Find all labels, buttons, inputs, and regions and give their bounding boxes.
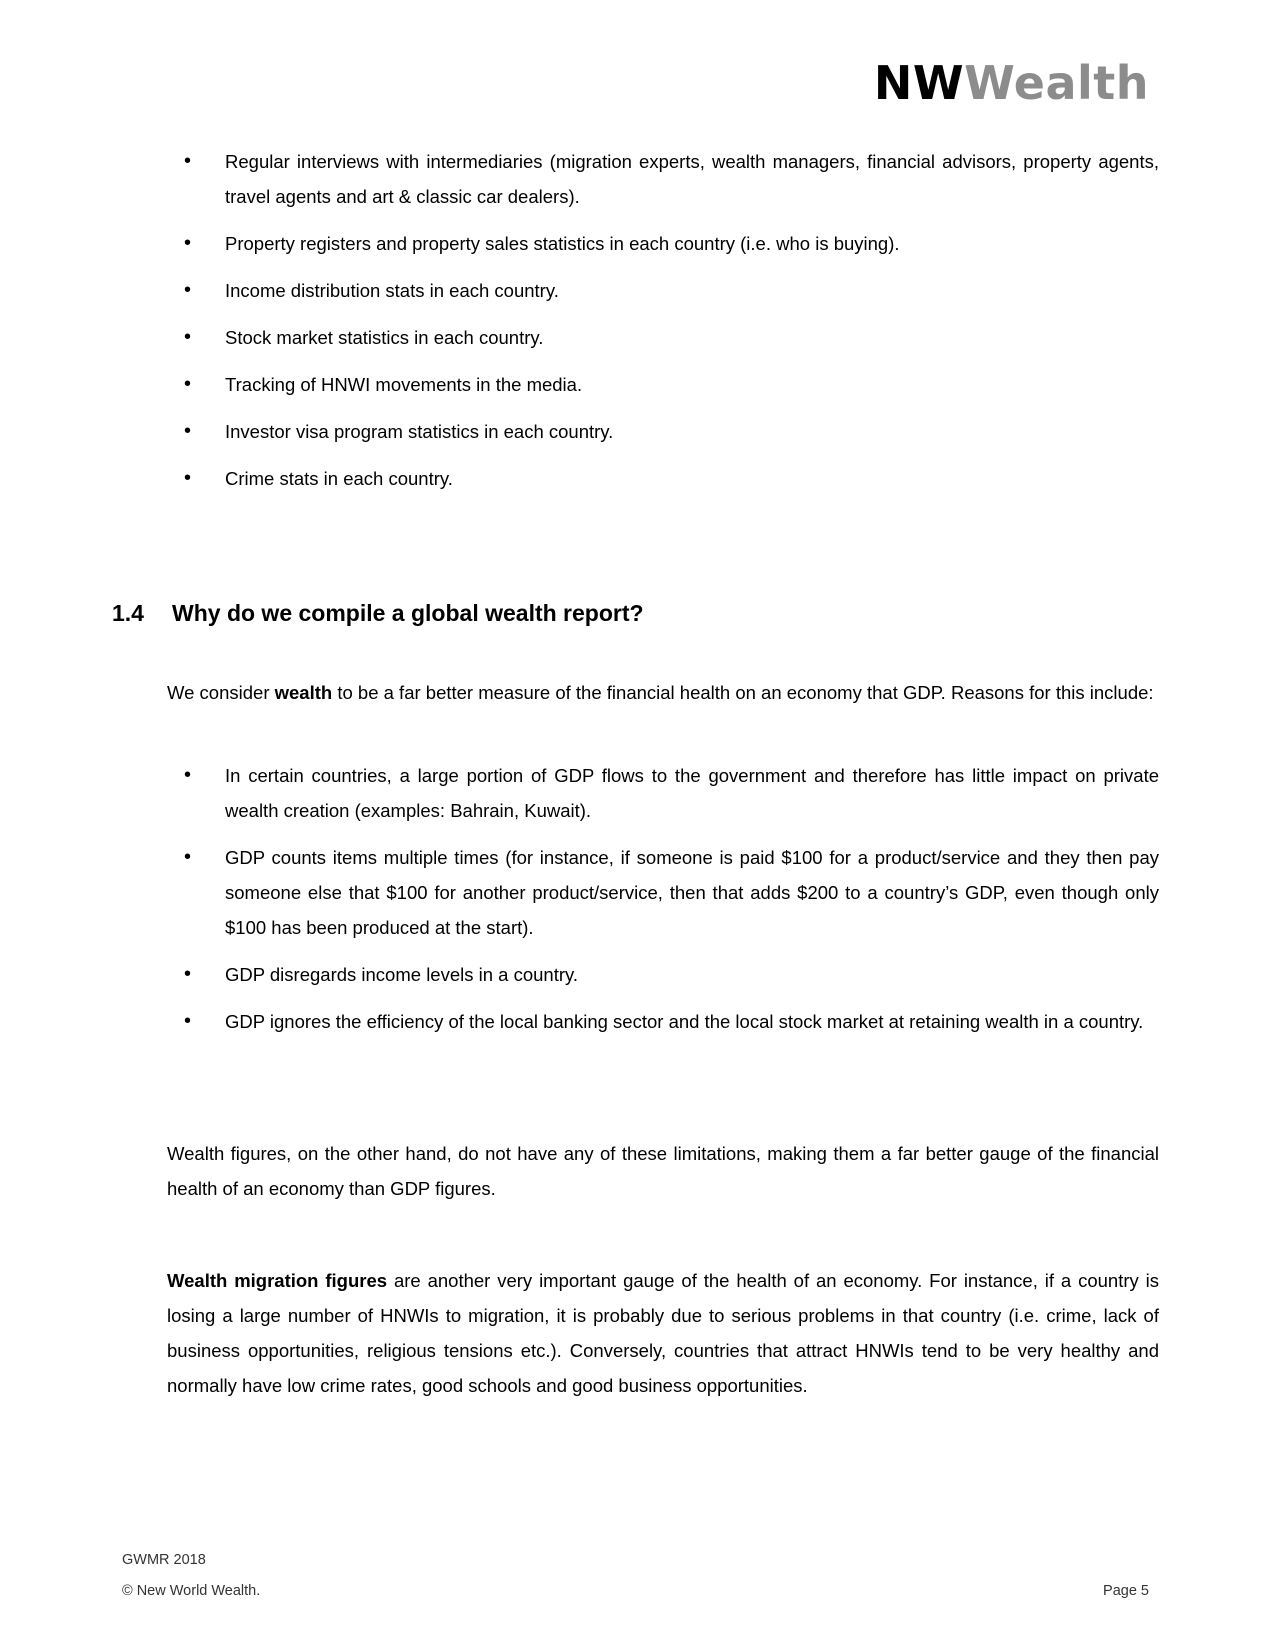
intro-text-start: We consider: [167, 682, 275, 703]
migration-paragraph: [167, 1263, 1159, 1403]
list-item: • Crime stats in each country.: [172, 461, 1159, 496]
list-item: • Property registers and property sales statistics in each country (i.e. who is buying).: [172, 226, 1159, 261]
nwwealth-logo: [873, 56, 1149, 110]
list-item: • Regular interviews with intermediaries (migration experts, wealth managers, financial advisors, property agents, travel agents and art & classic car dealers).: [172, 144, 1159, 214]
migration-bold-term: Wealth migration figures: [167, 1270, 388, 1291]
wealth-figures-paragraph: Wealth figures, on the other hand, do not have any of these limitations, making them a far better gauge of the financial health of an economy than GDP figures.: [167, 1143, 1159, 1199]
reasons-list: [172, 758, 1159, 1051]
list-item: • GDP disregards income levels in a country.: [172, 957, 1159, 992]
list-item: • GDP counts items multiple times (for instance, if someone is paid $100 for a product/service and they then pay someone else that $100 for another product/service, then that adds $200 to a country’s GDP, even though only $100 has been produced at the start).: [172, 840, 1159, 945]
section-title: Why do we compile a global wealth report?: [172, 600, 644, 626]
intro-paragraph: [167, 675, 1159, 710]
list-item: • Investor visa program statistics in each country.: [172, 414, 1159, 449]
logo-wealth-text: Wealth: [964, 56, 1149, 110]
list-item: • Tracking of HNWI movements in the media.: [172, 367, 1159, 402]
list-item: • Stock market statistics in each country.: [172, 320, 1159, 355]
data-sources-list: [172, 144, 1159, 508]
section-number: 1.4: [112, 600, 144, 626]
intro-text-end: to be a far better measure of the financial health on an economy that GDP. Reasons for this include:: [332, 682, 1154, 703]
list-item: • Income distribution stats in each country.: [172, 273, 1159, 308]
list-item: • In certain countries, a large portion of GDP flows to the government and therefore has little impact on private wealth creation (examples: Bahrain, Kuwait).: [172, 758, 1159, 828]
logo-nw-text: NW: [873, 56, 965, 110]
footer-doc-id: GWMR 2018: [122, 1552, 206, 1568]
section-heading: [112, 598, 644, 628]
migration-text: are another very important gauge of the health of an economy. For instance, if a country is losing a large number of HNWIs to migration, it is probably due to serious problems in that country (i.e. crime, lack of business opportunities, religious tensions etc.). Conversely, countries that attract HNWIs tend to be very healthy and normally have low crime rates, good schools and good business opportunities.: [167, 1270, 1160, 1396]
footer-copyright: © New World Wealth.: [122, 1583, 261, 1599]
intro-bold-term: wealth: [274, 682, 333, 703]
list-item: • GDP ignores the efficiency of the local banking sector and the local stock market at retaining wealth in a country.: [172, 1004, 1159, 1039]
page-number: Page 5: [1103, 1583, 1149, 1599]
